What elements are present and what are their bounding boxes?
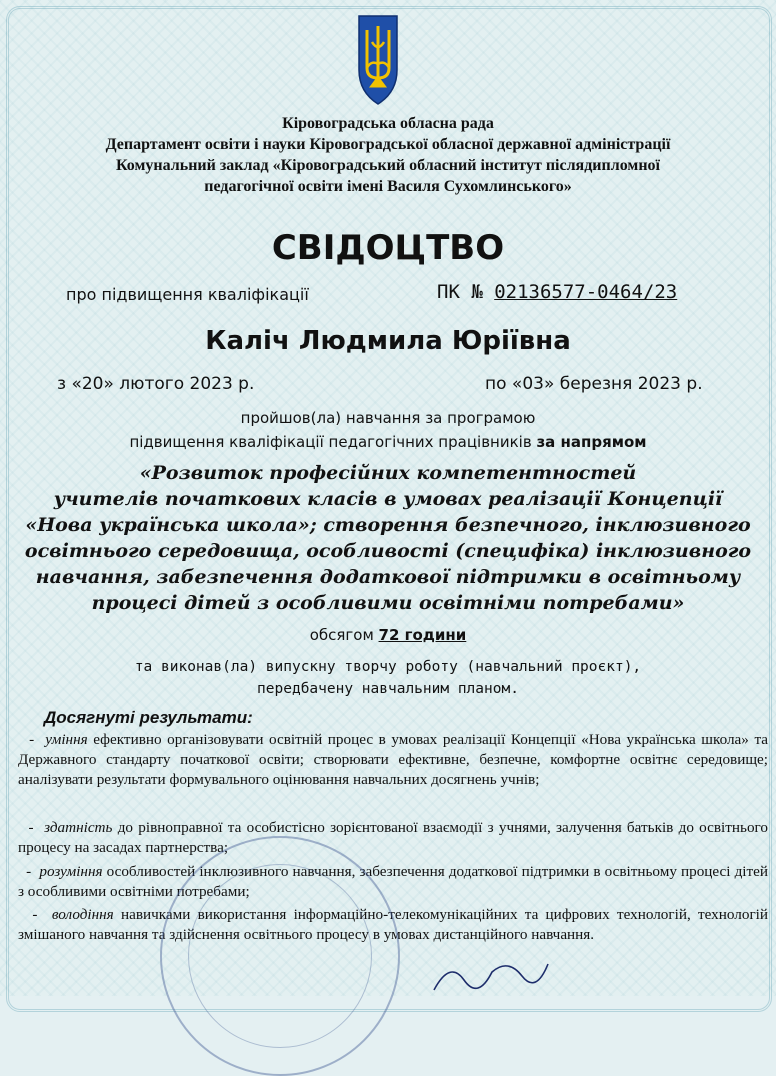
direction-label: за напрямом [536, 433, 647, 451]
certificate-number-prefix: ПК № [437, 281, 483, 303]
certificate-number-value: 02136577-0464/23 [494, 281, 678, 303]
recipient-name: Каліч Людмила Юріївна [205, 326, 571, 356]
org-name-council: Кіровоградська обласна рада [282, 115, 494, 132]
topic-line-5: навчання, забезпечення додаткової підтримки в освітньому [35, 566, 741, 588]
volume-prefix: обсягом [309, 626, 374, 644]
results-heading: Досягнуті результати: [44, 708, 253, 727]
result-dash: - [26, 863, 32, 880]
result-text: до рівноправної та особистісно зорієнтованої взаємодії з учнями, залучення батьків до освітнього процесу на засадах партнерства; [18, 819, 769, 856]
result-dash: - [29, 731, 35, 748]
date-to: по «03» березня 2023 р. [485, 374, 703, 394]
topic-line-2: учителів початкових класів в умовах реалізації Концепції [53, 488, 723, 510]
org-name-institute-cont: педагогічної освіти імені Василя Сухомлинського» [204, 178, 572, 195]
signature [430, 950, 550, 996]
topic-line-6: процесі дітей з особливими освітніми потребами» [91, 592, 685, 614]
result-text: особливостей інклюзивного навчання, забезпечення додаткової підтримки в освітньому процесі дітей з особливими освітніми потребами; [18, 863, 769, 900]
result-term: розуміння [39, 863, 103, 880]
topic-line-3: «Нова українська школа»; створення безпечного, інклюзивного [25, 514, 751, 536]
program-line-2 [0, 430, 776, 454]
course-volume [0, 626, 776, 644]
result-item [18, 862, 768, 902]
result-term: здатність [44, 819, 113, 836]
result-term: володіння [51, 906, 114, 923]
program-line-2-text: підвищення кваліфікації педагогічних працівників [129, 433, 532, 451]
result-dash: - [28, 819, 34, 836]
final-work-line-2: передбачену навчальним планом. [257, 681, 519, 697]
result-item [18, 818, 768, 858]
final-work-line-1: та виконав(ла) випускну творчу роботу (навчальний проєкт), [134, 659, 642, 675]
topic-line-1: «Розвиток професійних компетентностей [139, 462, 637, 484]
certificate-number [437, 281, 677, 303]
result-text: ефективно організовувати освітній процес в умовах реалізації Концепції «Нова українська школа» та Державного стандарту початкової освіти; створювати ефективне, безпечне, комфортне освітнє середовище; аналізувати результати формувального оцінювання навчальних досягнень учнів; [18, 731, 769, 788]
org-name-institute: Комунальний заклад «Кіровоградський обласний інститут післядипломної [116, 157, 660, 174]
date-from: з «20» лютого 2023 р. [57, 374, 255, 394]
topic-line-4: освітнього середовища, особливості (специфіка) інклюзивного [24, 540, 752, 562]
volume-value: 72 години [378, 626, 467, 644]
result-dash: - [32, 906, 38, 923]
org-name-department: Департамент освіти і науки Кіровоградської обласної державної адміністрації [105, 136, 671, 153]
program-line-1: пройшов(ла) навчання за програмою [240, 409, 536, 427]
result-text: навичками використання інформаційно-телекомунікаційних та цифрових технологій, технологій змішаного навчання та здійснення освітнього процесу в умовах дистанційного навчання. [18, 906, 769, 943]
certificate-subtitle: про підвищення кваліфікації [66, 285, 309, 304]
official-seal-inner-ring [188, 864, 372, 1048]
result-term: уміння [45, 731, 88, 748]
result-item [18, 730, 768, 790]
certificate-title: СВІДОЦТВО [271, 228, 505, 268]
coat-of-arms-icon [357, 12, 399, 108]
